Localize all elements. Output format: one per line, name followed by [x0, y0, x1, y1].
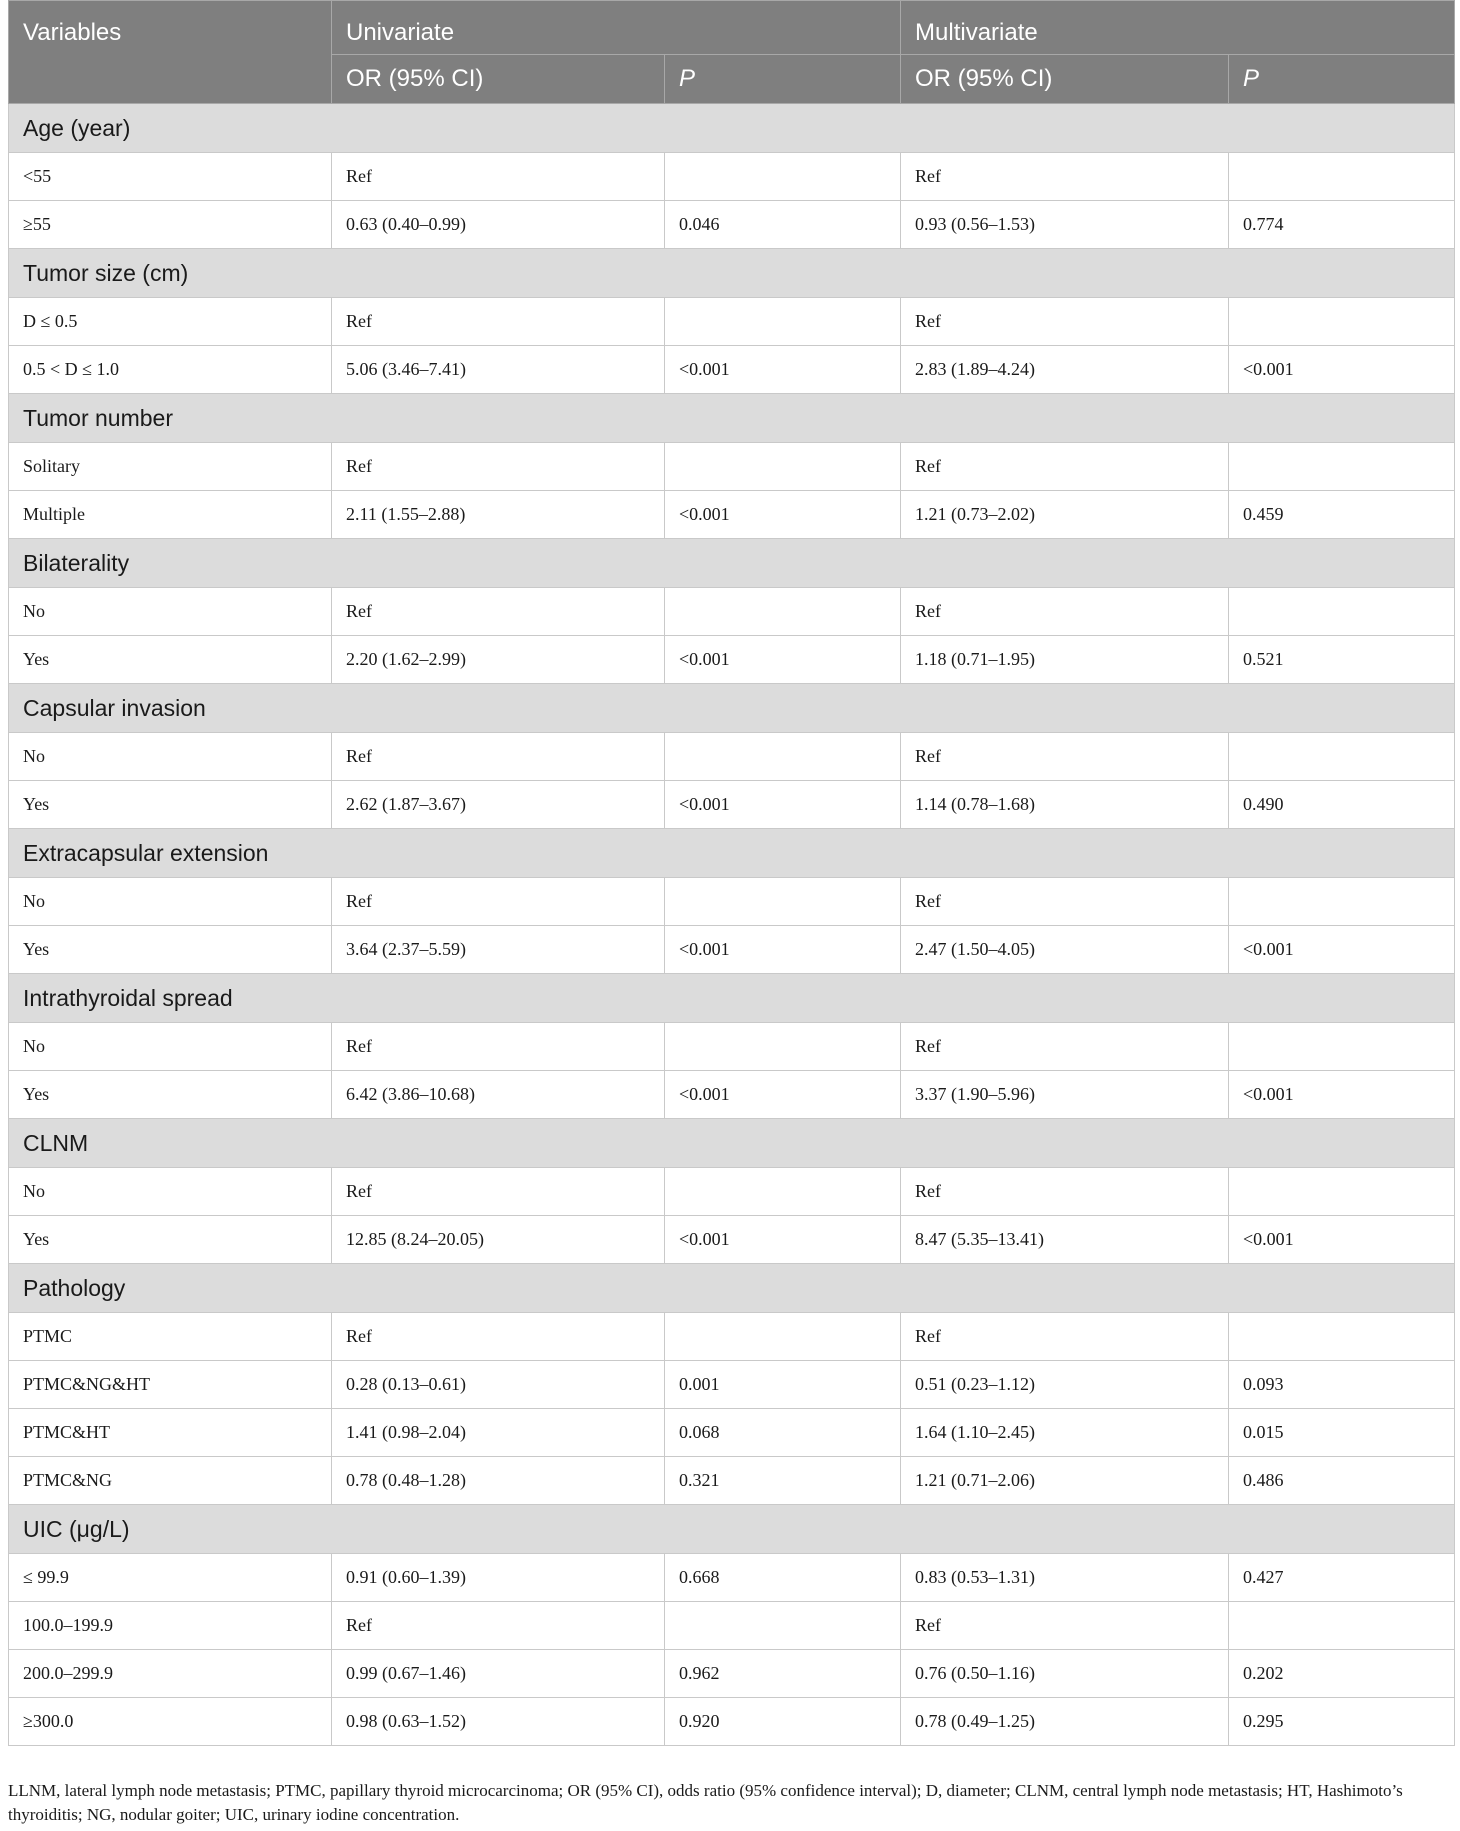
- table-row: [9, 1216, 1455, 1264]
- table-row: [9, 346, 1455, 394]
- univariate-or: Ref: [332, 1313, 665, 1361]
- multivariate-p: [1229, 733, 1455, 781]
- group-label: Pathology: [9, 1264, 1455, 1313]
- univariate-or: Ref: [332, 878, 665, 926]
- multivariate-p: 0.774: [1229, 201, 1455, 249]
- variable-level: PTMC: [9, 1313, 332, 1361]
- multivariate-or: Ref: [901, 1023, 1229, 1071]
- table-row: [9, 1650, 1455, 1698]
- multivariate-p: <0.001: [1229, 926, 1455, 974]
- univariate-p: <0.001: [665, 1216, 901, 1264]
- header-row-top: [9, 1, 1455, 55]
- multivariate-or: 1.14 (0.78–1.68): [901, 781, 1229, 829]
- univariate-or: 6.42 (3.86–10.68): [332, 1071, 665, 1119]
- variable-level: Multiple: [9, 491, 332, 539]
- group-row: [9, 249, 1455, 298]
- univariate-p: [665, 1023, 901, 1071]
- multivariate-or: 8.47 (5.35–13.41): [901, 1216, 1229, 1264]
- univariate-p: 0.668: [665, 1554, 901, 1602]
- univariate-p: <0.001: [665, 1071, 901, 1119]
- variable-level: 200.0–299.9: [9, 1650, 332, 1698]
- table-row: [9, 1698, 1455, 1746]
- table-row: [9, 926, 1455, 974]
- variable-level: Solitary: [9, 443, 332, 491]
- multivariate-p: [1229, 1023, 1455, 1071]
- group-label: Bilaterality: [9, 539, 1455, 588]
- univariate-or: 0.98 (0.63–1.52): [332, 1698, 665, 1746]
- univariate-p: 0.962: [665, 1650, 901, 1698]
- univariate-p: [665, 878, 901, 926]
- multivariate-p: [1229, 588, 1455, 636]
- group-row: [9, 1119, 1455, 1168]
- univariate-p: 0.920: [665, 1698, 901, 1746]
- univariate-p: [665, 298, 901, 346]
- table-row: [9, 878, 1455, 926]
- univariate-p: <0.001: [665, 926, 901, 974]
- univariate-or: 2.11 (1.55–2.88): [332, 491, 665, 539]
- table-row: [9, 1457, 1455, 1505]
- variable-level: Yes: [9, 781, 332, 829]
- multivariate-or: 2.47 (1.50–4.05): [901, 926, 1229, 974]
- multivariate-or: Ref: [901, 298, 1229, 346]
- multivariate-or: 1.21 (0.71–2.06): [901, 1457, 1229, 1505]
- univariate-p: [665, 733, 901, 781]
- univariate-or: 0.78 (0.48–1.28): [332, 1457, 665, 1505]
- variable-level: 100.0–199.9: [9, 1602, 332, 1650]
- multivariate-or: 0.83 (0.53–1.31): [901, 1554, 1229, 1602]
- group-label: Intrathyroidal spread: [9, 974, 1455, 1023]
- multivariate-or: 0.51 (0.23–1.12): [901, 1361, 1229, 1409]
- univariate-or: 1.41 (0.98–2.04): [332, 1409, 665, 1457]
- table-row: [9, 636, 1455, 684]
- multivariate-p: [1229, 1313, 1455, 1361]
- table-row: [9, 1168, 1455, 1216]
- univariate-or: Ref: [332, 153, 665, 201]
- header-multi-p: P: [1229, 55, 1455, 104]
- multivariate-or: 0.93 (0.56–1.53): [901, 201, 1229, 249]
- univariate-p: 0.046: [665, 201, 901, 249]
- multivariate-p: 0.093: [1229, 1361, 1455, 1409]
- multivariate-p: 0.015: [1229, 1409, 1455, 1457]
- group-label: Extracapsular extension: [9, 829, 1455, 878]
- variable-level: Yes: [9, 1071, 332, 1119]
- multivariate-p: 0.490: [1229, 781, 1455, 829]
- table-row: [9, 201, 1455, 249]
- univariate-or: Ref: [332, 1602, 665, 1650]
- header-univariate: Univariate: [332, 1, 901, 55]
- variable-level: No: [9, 1168, 332, 1216]
- group-label: Tumor size (cm): [9, 249, 1455, 298]
- multivariate-p: 0.521: [1229, 636, 1455, 684]
- variable-level: PTMC&NG: [9, 1457, 332, 1505]
- variable-level: Yes: [9, 636, 332, 684]
- multivariate-p: <0.001: [1229, 1071, 1455, 1119]
- multivariate-p: [1229, 1602, 1455, 1650]
- multivariate-or: Ref: [901, 1313, 1229, 1361]
- univariate-or: 0.91 (0.60–1.39): [332, 1554, 665, 1602]
- variable-level: ≥55: [9, 201, 332, 249]
- variable-level: PTMC&HT: [9, 1409, 332, 1457]
- multivariate-or: Ref: [901, 733, 1229, 781]
- group-label: Capsular invasion: [9, 684, 1455, 733]
- univariate-or: Ref: [332, 733, 665, 781]
- table-row: [9, 781, 1455, 829]
- table-row: [9, 1409, 1455, 1457]
- multivariate-p: <0.001: [1229, 1216, 1455, 1264]
- regression-table: [8, 0, 1455, 1746]
- univariate-p: 0.068: [665, 1409, 901, 1457]
- multivariate-or: 1.64 (1.10–2.45): [901, 1409, 1229, 1457]
- univariate-p: [665, 443, 901, 491]
- group-row: [9, 104, 1455, 153]
- table-row: [9, 1023, 1455, 1071]
- variable-level: No: [9, 878, 332, 926]
- univariate-or: 2.20 (1.62–2.99): [332, 636, 665, 684]
- multivariate-or: Ref: [901, 1602, 1229, 1650]
- variable-level: Yes: [9, 926, 332, 974]
- variable-level: No: [9, 1023, 332, 1071]
- multivariate-or: Ref: [901, 443, 1229, 491]
- univariate-p: 0.321: [665, 1457, 901, 1505]
- table-row: [9, 1361, 1455, 1409]
- multivariate-or: Ref: [901, 588, 1229, 636]
- variable-level: No: [9, 588, 332, 636]
- table-footnote: LLNM, lateral lymph node metastasis; PTMC, papillary thyroid microcarcinoma; OR (95% CI), odds ratio (95% confidence interval); D, diameter; CLNM, central lymph node metastasis; HT, Hashimoto’s thyroiditis; NG, nodular goiter; UIC, urinary iodine concentration.: [8, 1781, 1403, 1824]
- group-row: [9, 1264, 1455, 1313]
- group-row: [9, 539, 1455, 588]
- univariate-or: Ref: [332, 298, 665, 346]
- multivariate-or: Ref: [901, 153, 1229, 201]
- univariate-or: 3.64 (2.37–5.59): [332, 926, 665, 974]
- table-row: [9, 1554, 1455, 1602]
- univariate-or: 2.62 (1.87–3.67): [332, 781, 665, 829]
- group-label: CLNM: [9, 1119, 1455, 1168]
- group-row: [9, 974, 1455, 1023]
- univariate-or: 0.63 (0.40–0.99): [332, 201, 665, 249]
- group-label: UIC (μg/L): [9, 1505, 1455, 1554]
- univariate-p: 0.001: [665, 1361, 901, 1409]
- table-row: [9, 1071, 1455, 1119]
- variable-level: D ≤ 0.5: [9, 298, 332, 346]
- multivariate-p: 0.486: [1229, 1457, 1455, 1505]
- group-row: [9, 1505, 1455, 1554]
- univariate-p: <0.001: [665, 781, 901, 829]
- variable-level: PTMC&NG&HT: [9, 1361, 332, 1409]
- univariate-p: [665, 1602, 901, 1650]
- multivariate-or: Ref: [901, 1168, 1229, 1216]
- multivariate-p: [1229, 1168, 1455, 1216]
- multivariate-p: <0.001: [1229, 346, 1455, 394]
- header-variables: Variables: [9, 1, 332, 104]
- multivariate-or: 2.83 (1.89–4.24): [901, 346, 1229, 394]
- variable-level: Yes: [9, 1216, 332, 1264]
- multivariate-or: 1.18 (0.71–1.95): [901, 636, 1229, 684]
- multivariate-p: [1229, 153, 1455, 201]
- group-label: Age (year): [9, 104, 1455, 153]
- multivariate-or: 0.78 (0.49–1.25): [901, 1698, 1229, 1746]
- univariate-p: [665, 1168, 901, 1216]
- univariate-p: [665, 153, 901, 201]
- header-multi-or: OR (95% CI): [901, 55, 1229, 104]
- table-row: [9, 733, 1455, 781]
- univariate-or: Ref: [332, 1168, 665, 1216]
- table-row: [9, 153, 1455, 201]
- univariate-p: <0.001: [665, 491, 901, 539]
- table-row: [9, 588, 1455, 636]
- univariate-p: [665, 1313, 901, 1361]
- variable-level: <55: [9, 153, 332, 201]
- header-uni-p: P: [665, 55, 901, 104]
- multivariate-or: 0.76 (0.50–1.16): [901, 1650, 1229, 1698]
- table-row: [9, 443, 1455, 491]
- table-row: [9, 298, 1455, 346]
- multivariate-or: 1.21 (0.73–2.02): [901, 491, 1229, 539]
- multivariate-p: 0.427: [1229, 1554, 1455, 1602]
- group-label: Tumor number: [9, 394, 1455, 443]
- univariate-or: 5.06 (3.46–7.41): [332, 346, 665, 394]
- multivariate-or: Ref: [901, 878, 1229, 926]
- variable-level: ≥300.0: [9, 1698, 332, 1746]
- univariate-or: 0.99 (0.67–1.46): [332, 1650, 665, 1698]
- multivariate-p: [1229, 443, 1455, 491]
- univariate-or: Ref: [332, 588, 665, 636]
- table-row: [9, 1602, 1455, 1650]
- header-multivariate: Multivariate: [901, 1, 1455, 55]
- univariate-or: Ref: [332, 443, 665, 491]
- group-row: [9, 684, 1455, 733]
- univariate-or: 12.85 (8.24–20.05): [332, 1216, 665, 1264]
- variable-level: ≤ 99.9: [9, 1554, 332, 1602]
- table-container: [8, 0, 1454, 1746]
- multivariate-p: 0.202: [1229, 1650, 1455, 1698]
- multivariate-p: 0.459: [1229, 491, 1455, 539]
- table-body: [9, 104, 1455, 1746]
- group-row: [9, 394, 1455, 443]
- multivariate-p: [1229, 298, 1455, 346]
- table-row: [9, 1313, 1455, 1361]
- univariate-or: Ref: [332, 1023, 665, 1071]
- group-row: [9, 829, 1455, 878]
- variable-level: No: [9, 733, 332, 781]
- variable-level: 0.5 < D ≤ 1.0: [9, 346, 332, 394]
- univariate-p: <0.001: [665, 636, 901, 684]
- multivariate-p: 0.295: [1229, 1698, 1455, 1746]
- multivariate-p: [1229, 878, 1455, 926]
- table-row: [9, 491, 1455, 539]
- table-header: [9, 1, 1455, 104]
- univariate-or: 0.28 (0.13–0.61): [332, 1361, 665, 1409]
- header-uni-or: OR (95% CI): [332, 55, 665, 104]
- multivariate-or: 3.37 (1.90–5.96): [901, 1071, 1229, 1119]
- univariate-p: <0.001: [665, 346, 901, 394]
- univariate-p: [665, 588, 901, 636]
